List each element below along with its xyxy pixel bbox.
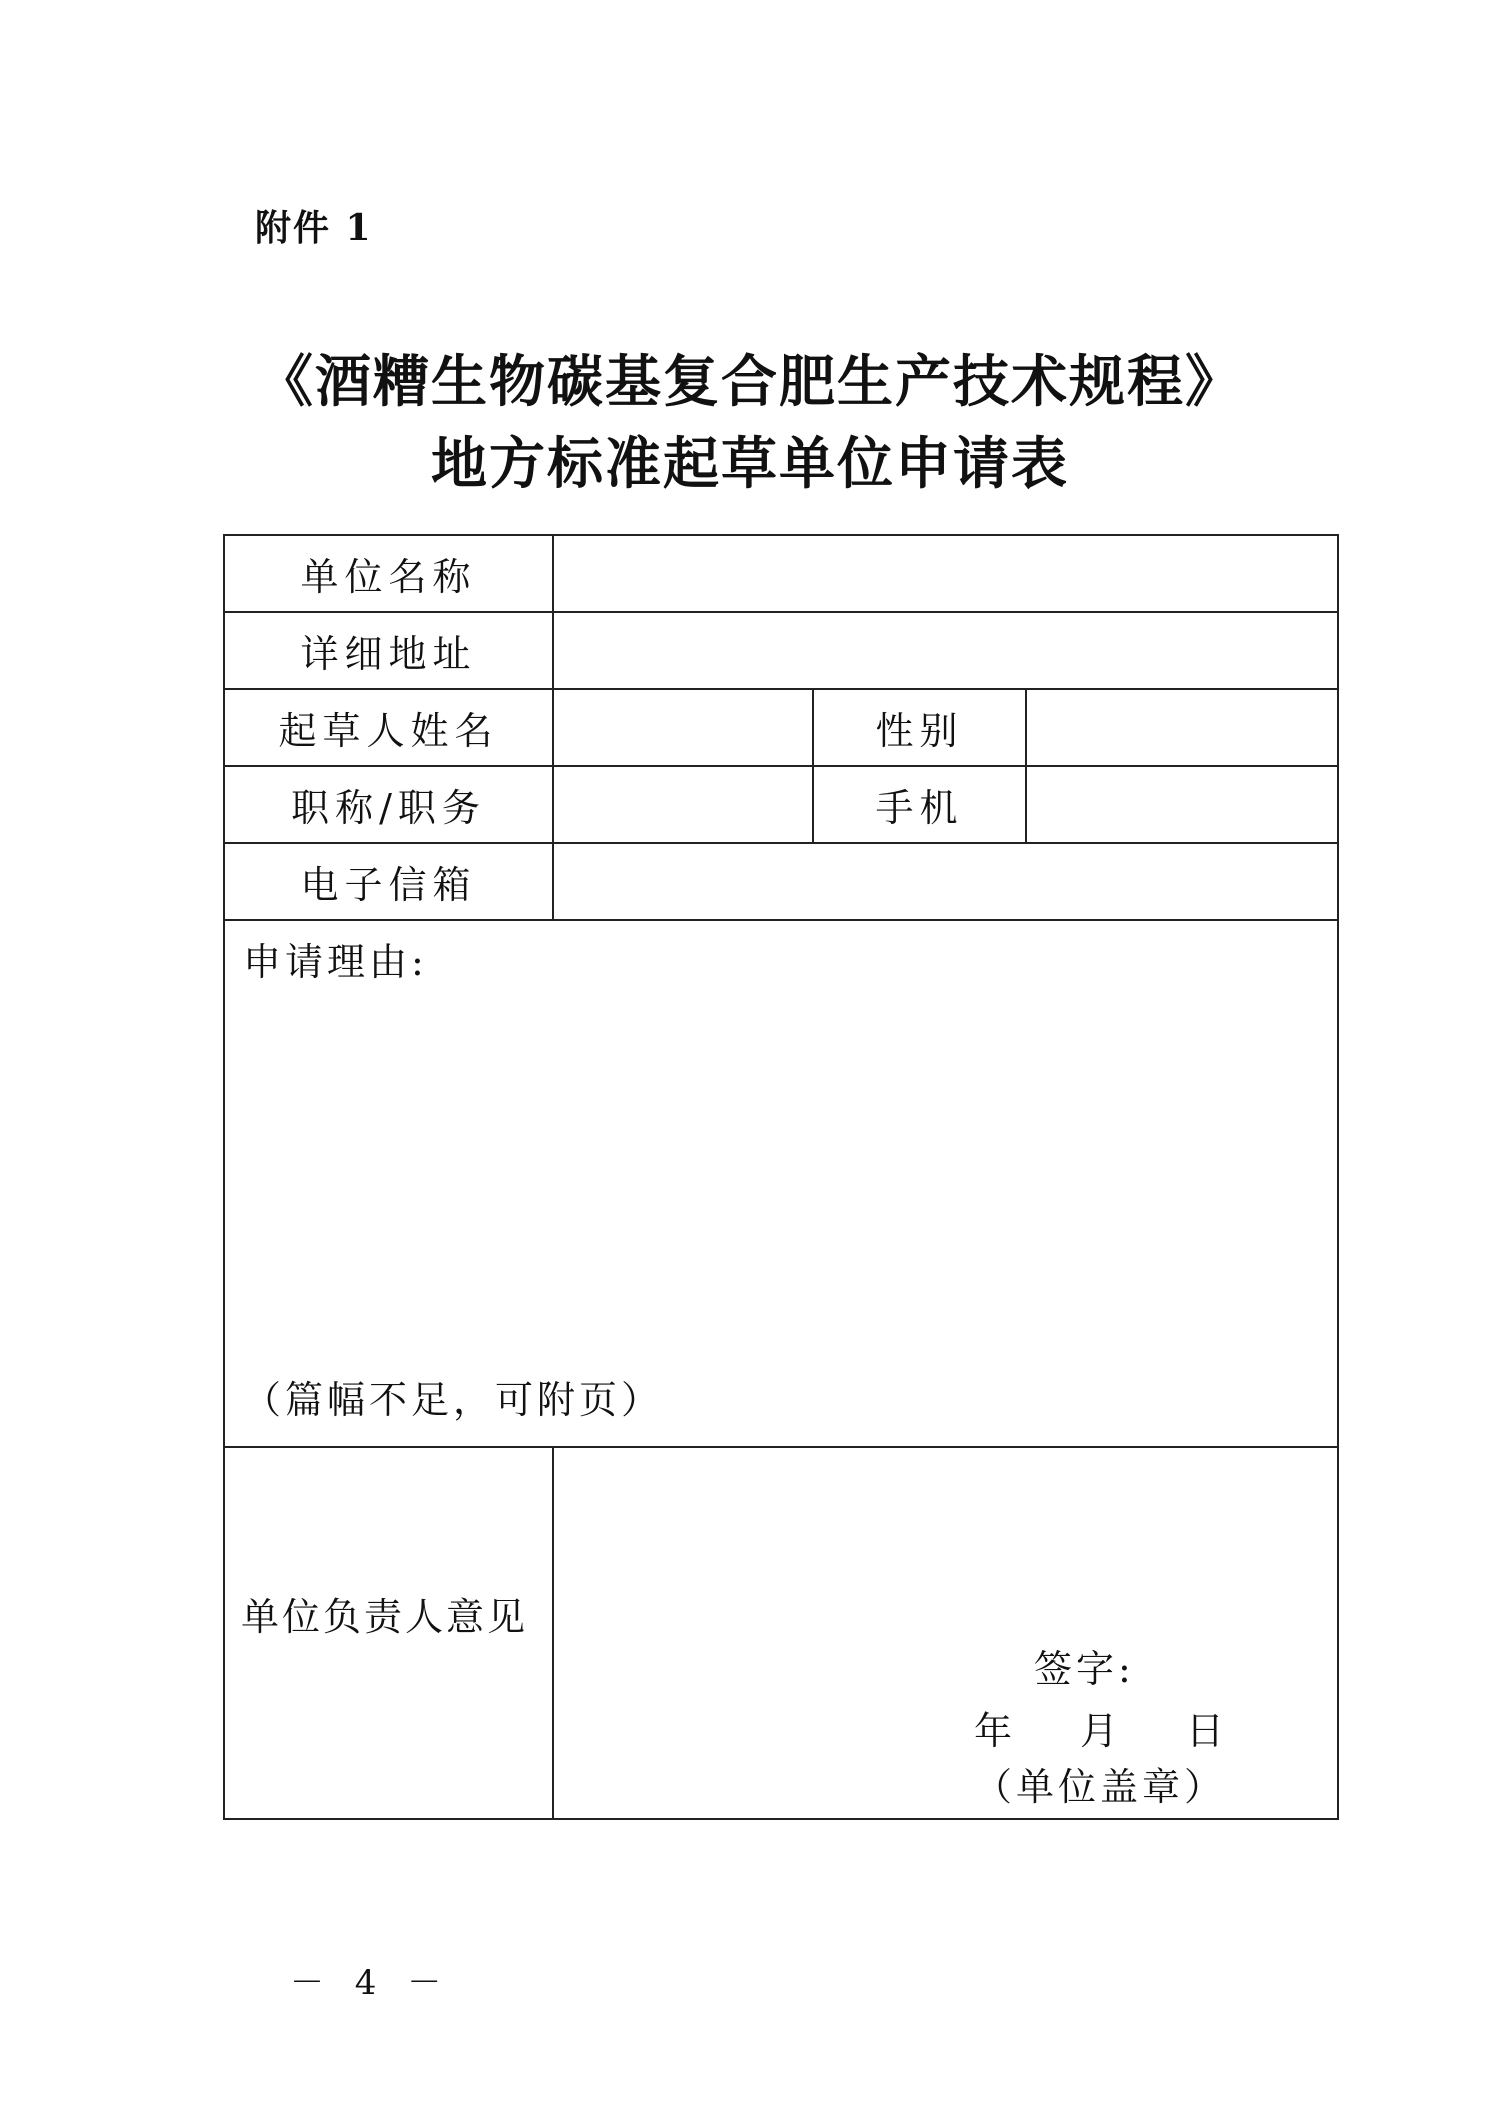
phone-label: 手机 xyxy=(813,766,1026,843)
form-row-drafter xyxy=(224,689,1338,766)
address-label: 详细地址 xyxy=(224,612,553,689)
page-number: － 4 － xyxy=(290,1963,452,2003)
form-row-address xyxy=(224,612,1338,689)
form-row-position xyxy=(224,766,1338,843)
title-position-label: 职称/职务 xyxy=(224,766,553,843)
application-form-table xyxy=(223,534,1339,1820)
opinion-label-cell xyxy=(224,1447,553,1819)
form-row-unit-name xyxy=(224,535,1338,612)
opinion-label: 单位负责人意见 xyxy=(241,1595,529,1639)
form-row-email xyxy=(224,843,1338,920)
day-label: 日 xyxy=(1185,1709,1224,1753)
reason-label: 申请理由: xyxy=(243,940,428,984)
email-label: 电子信箱 xyxy=(224,843,553,920)
year-label: 年 xyxy=(974,1709,1013,1753)
opinion-field[interactable] xyxy=(553,1447,1338,1819)
unit-name-label: 单位名称 xyxy=(224,535,553,612)
seal-label: （单位盖章） xyxy=(974,1765,1227,1809)
gender-field[interactable] xyxy=(1026,689,1338,766)
reason-field[interactable] xyxy=(224,920,1338,1447)
drafter-name-field[interactable] xyxy=(553,689,813,766)
address-field[interactable] xyxy=(553,612,1338,689)
unit-name-field[interactable] xyxy=(553,535,1338,612)
form-row-opinion xyxy=(224,1447,1338,1819)
document-title-line-1: 《酒糟生物碳基复合肥生产技术规程》 xyxy=(257,349,1243,415)
date-line xyxy=(974,1700,1224,1755)
signature-label: 签字: xyxy=(1034,1647,1135,1691)
title-position-field[interactable] xyxy=(553,766,813,843)
attachment-label: 附件 1 xyxy=(255,207,373,249)
drafter-name-label: 起草人姓名 xyxy=(224,689,553,766)
gender-label: 性别 xyxy=(813,689,1026,766)
month-label: 月 xyxy=(1079,1709,1118,1753)
reason-note: （篇幅不足，可附页） xyxy=(243,1378,664,1422)
email-field[interactable] xyxy=(553,843,1338,920)
document-title-line-2: 地方标准起草单位申请表 xyxy=(431,431,1069,497)
phone-field[interactable] xyxy=(1026,766,1338,843)
form-row-reason xyxy=(224,920,1338,1447)
